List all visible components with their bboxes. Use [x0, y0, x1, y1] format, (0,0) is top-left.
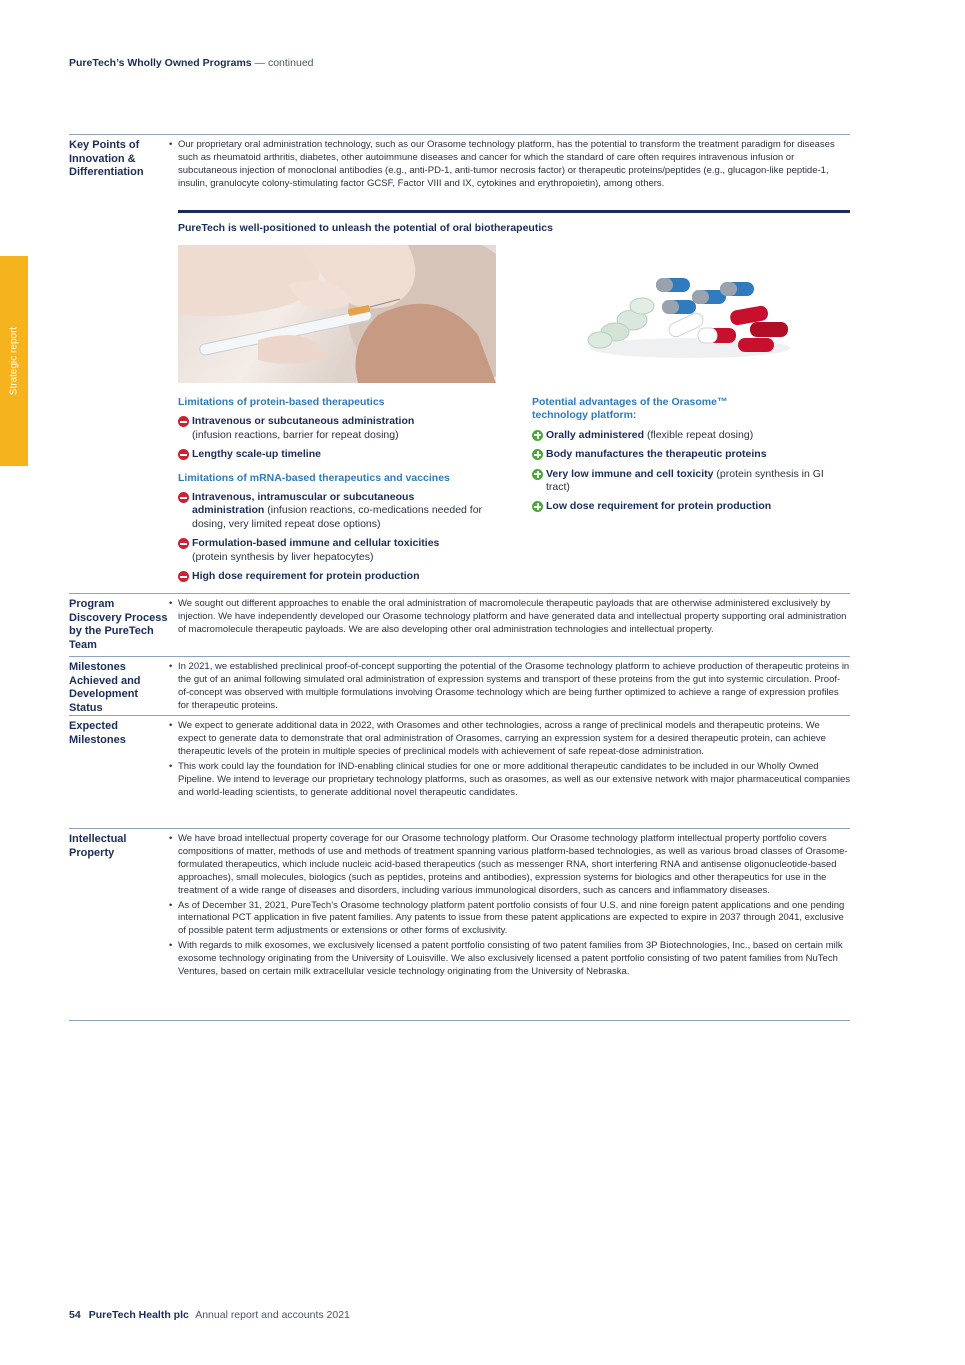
limitations-protein-title: Limitations of protein-based therapeutics [178, 396, 385, 408]
limitations-mrna-title: Limitations of mRNA-based therapeutics and vaccines [178, 471, 450, 484]
program-discovery-bullet: • We sought out different approaches to enable the oral administration of macromolecule therapeutic payloads that are otherwise administered exclusively by injection. We have independently developed our Orasome technology platform and have generated data and intellectual property supporting oral administration of macromolecule therapeutic payloads. We are also developing other oral administration technologies and intellectual property. [169, 598, 850, 637]
advantage-item [532, 429, 847, 442]
advantage-detail: (protein synthesis in GI tract) [546, 467, 824, 494]
advantages-column [532, 396, 847, 520]
expected-milestones-bullet: • This work could lay the foundation for IND-enabling clinical studies for one or more additional therapeutic candidates to be included in our Wholly Owned Pipeline. We intend to leverage our proprietary technology platforms, such as orasomes, as well as our extensive network with major pharmaceutical companies and world-leading scientists, to generate additional novel therapeutic candidates. [169, 761, 850, 800]
pills-illustration [580, 270, 800, 360]
limitation-item [178, 570, 488, 583]
injection-photo [178, 245, 496, 383]
advantage-bold: Very low immune and cell toxicity [546, 467, 714, 480]
intellectual-property-label: Intellectual Property [69, 833, 127, 859]
limitation-detail: (infusion reactions, co-medications needed for dosing, very limited repeat dose options) [192, 504, 483, 530]
key-points-body [169, 139, 850, 193]
program-discovery-row [69, 593, 850, 656]
expected-milestones-label: Expected Milestones [69, 720, 126, 746]
limitation-bold: Formulation-based immune and cellular toxicities [192, 537, 440, 550]
plus-circle-icon [532, 430, 543, 441]
limitations-column [178, 396, 488, 589]
header-suffix: — continued [251, 57, 314, 69]
limitation-bold: Intravenous or subcutaneous administration [192, 415, 415, 428]
table-bottom-rule [69, 1020, 850, 1021]
milestones-achieved-label: Milestones Achieved and Development Status [69, 661, 141, 714]
page-number: 54 [69, 1309, 81, 1321]
limitation-item [178, 537, 488, 564]
expected-milestones-row [69, 715, 850, 828]
key-points-label: Key Points of Innovation & Differentiation [69, 139, 144, 179]
page-footer [69, 1309, 350, 1321]
advantage-item [532, 448, 847, 461]
footer-org: PureTech Health plc [88, 1309, 189, 1321]
pills-image [580, 270, 800, 360]
milestones-achieved-body [169, 661, 850, 715]
key-points-row [69, 134, 850, 212]
injection-illustration [178, 245, 496, 383]
intellectual-property-bullet: • As of December 31, 2021, PureTech’s Orasome technology platform patent portfolio consists of four U.S. and nine foreign patent applications and one pending international PCT application in five patent families. Any patents to issue from these patent applications are expected to expire in 2037 through 2041, exclusive of possible patent term adjustments or extensions or other forms of exclusivity. [169, 900, 850, 939]
key-points-bullet: • Our proprietary oral administration technology, such as our Orasome technology platform, has the potential to transform the treatment paradigm for diseases such as rheumatoid arthritis, diabetes, other autoimmune diseases and cancer for which the standard of care often requires intravenous infusion or subcutaneous injection of monoclonal antibodies (e.g., anti-PD-1, anti-tumor necrosis factor) or therapeutic proteins/peptides (e.g., glucagon-like peptide-1, insulin, granulocyte colony-stimulating factor GCSF, Factor VIII and IX, cytokines and erythropoietin), among others. [169, 139, 850, 191]
plus-circle-icon [532, 501, 543, 512]
limitation-item [178, 448, 488, 461]
minus-circle-icon [178, 449, 189, 460]
minus-circle-icon [178, 416, 189, 427]
advantage-item [532, 500, 847, 513]
limitation-bold: Intravenous, intramuscular or subcutaneous administration [192, 491, 415, 517]
figure-top-rule [178, 210, 850, 213]
advantage-item [532, 468, 847, 495]
advantage-bold: Low dose requirement for protein production [546, 500, 772, 513]
advantage-bold: Body manufactures the therapeutic proteins [546, 448, 767, 461]
expected-milestones-bullet: • We expect to generate additional data in 2022, with Orasomes and other technologies, across a range of preclinical models and therapeutic proteins. We expect to generate data to demonstrate that oral administration of Orasomes, carrying an expression system for a desired therapeutic protein, can achieve therapeutic levels of the protein in multiple species of preclinical models with achievement of safe repeat-dose administration. [169, 720, 850, 759]
plus-circle-icon [532, 469, 543, 480]
minus-circle-icon [178, 571, 189, 582]
intellectual-property-bullet: • We have broad intellectual property coverage for our Orasome technology platform. Our Orasome technology platform intellectual property portfolio covers compositions of matter, methods of use and methods of treatment spanning various platform-based technologies, as well as various broad classes of Orasome-formulated therapeutics, which include nucleic acid-based therapeutics (such as messenger RNA, short interfering RNA and antisense oligonucleotide-based approaches), small molecules, biologics (such as peptides, proteins and antibodies), expression systems for biologics and other therapeutics for use in the treatment of a wide range of diseases and disorders, including various immunological disorders, such as cancers and inflammatory diseases. [169, 833, 850, 898]
page-header [69, 57, 314, 69]
program-discovery-body [169, 598, 850, 639]
plus-circle-icon [532, 449, 543, 460]
milestones-achieved-bullet: • In 2021, we established preclinical proof-of-concept supporting the potential of the Orasome technology platform to achieve production of therapeutic proteins in the gut of an animal following simulated oral administration of expression systems and transport of these proteins from the gut into systemic circulation. Proof-of-concept was observed with multiple formulations involving Orasome technology which are being further optimized to achieve a range of expression profiles for therapeutic proteins. [169, 661, 850, 713]
program-discovery-label: Program Discovery Process by the PureTech Team [69, 598, 168, 651]
minus-circle-icon [178, 538, 189, 549]
limitation-detail: (protein synthesis by liver hepatocytes) [192, 550, 374, 563]
limitation-item [178, 415, 488, 442]
milestones-achieved-row [69, 656, 850, 715]
limitation-bold: Lengthy scale-up timeline [192, 448, 321, 461]
footer-publication: Annual report and accounts 2021 [195, 1309, 350, 1321]
minus-circle-icon [178, 492, 189, 503]
limitation-bold: High dose requirement for protein production [192, 570, 420, 583]
intellectual-property-body [169, 833, 850, 981]
advantages-title: Potential advantages of the Orasome™ technology platform: [532, 396, 728, 422]
limitation-detail: (infusion reactions, barrier for repeat dosing) [192, 428, 399, 441]
intellectual-property-row [69, 828, 850, 1020]
intellectual-property-bullet: • With regards to milk exosomes, we exclusively licensed a patent portfolio consisting of two patent families from 3P Biotechnologies, Inc., based on certain milk exosome technology originating from the University of Louisville. We also exclusively licensed a patent portfolio consisting of two patent families from NuTech Ventures, based on certain milk extracellular vesicle technology originating from the University of Nebraska. [169, 940, 850, 979]
advantage-bold: Orally administered [546, 428, 645, 441]
limitation-item [178, 491, 488, 531]
advantage-detail: (flexible repeat dosing) [646, 428, 754, 441]
side-tab-label: Strategic report [8, 326, 20, 396]
expected-milestones-body [169, 720, 850, 801]
section-side-tab[interactable] [0, 256, 28, 466]
figure-heading: PureTech is well-positioned to unleash the potential of oral biotherapeutics [178, 222, 553, 234]
header-title: PureTech’s Wholly Owned Programs [69, 57, 252, 69]
